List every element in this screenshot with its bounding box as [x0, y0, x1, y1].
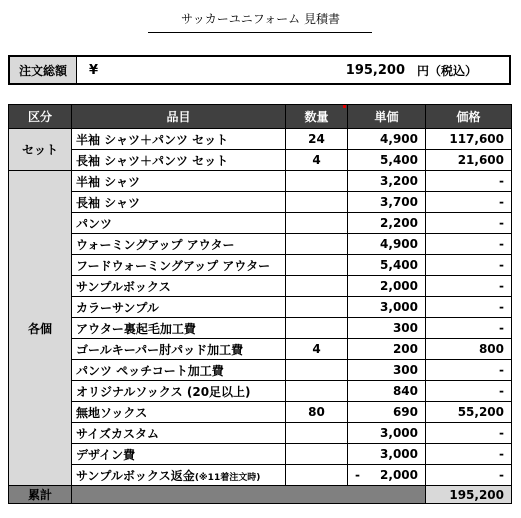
- header-unit-price: 単価: [348, 105, 426, 129]
- unit-price-cell: [348, 465, 426, 486]
- quantity-cell: [286, 234, 348, 255]
- unit-price-cell: 5,400: [348, 150, 426, 171]
- unit-price-cell: 4,900: [348, 129, 426, 150]
- grand-total-value: 195,200: [426, 486, 512, 504]
- grand-total-row: [9, 486, 512, 504]
- price-cell: -: [426, 423, 512, 444]
- header-item: 品目: [72, 105, 286, 129]
- item-cell: ウォーミングアップ アウター: [72, 234, 286, 255]
- quantity-cell: [286, 318, 348, 339]
- price-cell: -: [426, 255, 512, 276]
- price-cell: -: [426, 276, 512, 297]
- item-cell: 長袖 シャツ: [72, 192, 286, 213]
- table-row: [9, 444, 512, 465]
- table-row: [9, 234, 512, 255]
- unit-price-cell: 3,200: [348, 171, 426, 192]
- quantity-cell: [286, 192, 348, 213]
- grand-total-label: 累計: [9, 486, 72, 504]
- price-cell: -: [426, 192, 512, 213]
- item-cell: フードウォーミングアップ アウター: [72, 255, 286, 276]
- table-row: [9, 192, 512, 213]
- item-cell: パンツ ペッチコート加工費: [72, 360, 286, 381]
- item-cell: アウター裏起毛加工費: [72, 318, 286, 339]
- table-row: [9, 171, 512, 192]
- unit-price-cell: 3,000: [348, 297, 426, 318]
- quantity-cell: [286, 360, 348, 381]
- refund-item-note: (※11着注文時): [194, 472, 261, 483]
- quantity-cell: [286, 255, 348, 276]
- price-cell: -: [426, 381, 512, 402]
- price-cell: -: [426, 213, 512, 234]
- refund-unit-value: 2,000: [380, 468, 418, 482]
- item-cell: 半袖 シャツ: [72, 171, 286, 192]
- item-cell: デザイン費: [72, 444, 286, 465]
- order-total-amount: 195,200: [345, 62, 405, 78]
- header-price: 価格: [426, 105, 512, 129]
- item-cell: オリジナルソックス (20足以上): [72, 381, 286, 402]
- table-row: [9, 150, 512, 171]
- table-row: [9, 402, 512, 423]
- item-cell: サンプルボックス: [72, 276, 286, 297]
- quantity-cell: [286, 465, 348, 486]
- quantity-cell: [286, 381, 348, 402]
- price-cell: -: [426, 444, 512, 465]
- comment-marker: [343, 105, 346, 108]
- quantity-cell: [286, 276, 348, 297]
- header-quantity: 数量: [286, 105, 348, 129]
- item-cell: 半袖 シャツ＋パンツ セット: [72, 129, 286, 150]
- category-individual: 各個: [9, 171, 72, 486]
- currency-symbol: ¥: [89, 62, 99, 78]
- price-cell: -: [426, 465, 512, 486]
- order-total-suffix: 円（税込）: [417, 63, 478, 78]
- item-cell: カラーサンプル: [72, 297, 286, 318]
- estimate-table: [8, 104, 512, 504]
- price-cell: 21,600: [426, 150, 512, 171]
- price-cell: -: [426, 360, 512, 381]
- price-cell: -: [426, 318, 512, 339]
- price-cell: -: [426, 171, 512, 192]
- table-row: [9, 129, 512, 150]
- item-cell: 長袖 シャツ＋パンツ セット: [72, 150, 286, 171]
- page-title: サッカーユニフォーム 見積書: [181, 12, 340, 26]
- table-row: [9, 297, 512, 318]
- header-category: 区分: [9, 105, 72, 129]
- quantity-cell: [286, 213, 348, 234]
- table-row: [9, 339, 512, 360]
- table-row: [9, 465, 512, 486]
- unit-price-cell: 300: [348, 360, 426, 381]
- unit-price-cell: 3,000: [348, 423, 426, 444]
- unit-price-cell: 3,700: [348, 192, 426, 213]
- item-cell: 無地ソックス: [72, 402, 286, 423]
- unit-price-cell: 300: [348, 318, 426, 339]
- quantity-cell: 4: [286, 150, 348, 171]
- quantity-cell: 4: [286, 339, 348, 360]
- item-cell: サイズカスタム: [72, 423, 286, 444]
- quantity-cell: 24: [286, 129, 348, 150]
- title-underline: [148, 32, 372, 33]
- quantity-cell: [286, 171, 348, 192]
- unit-price-cell: 3,000: [348, 444, 426, 465]
- price-cell: 117,600: [426, 129, 512, 150]
- unit-price-cell: 2,000: [348, 276, 426, 297]
- price-cell: -: [426, 297, 512, 318]
- table-row: [9, 213, 512, 234]
- quantity-cell: 80: [286, 402, 348, 423]
- refund-item-label: サンプルボックス返金: [76, 468, 195, 483]
- price-cell: -: [426, 234, 512, 255]
- item-cell: パンツ: [72, 213, 286, 234]
- table-row: [9, 318, 512, 339]
- table-row: [9, 423, 512, 444]
- table-row: [9, 276, 512, 297]
- order-total-label: 注文総額: [10, 57, 77, 83]
- quantity-cell: [286, 297, 348, 318]
- quantity-cell: [286, 423, 348, 444]
- price-cell: 55,200: [426, 402, 512, 423]
- unit-price-cell: 4,900: [348, 234, 426, 255]
- unit-price-cell: 2,200: [348, 213, 426, 234]
- order-total-box: [8, 55, 511, 85]
- negative-sign: -: [355, 468, 360, 482]
- unit-price-cell: 5,400: [348, 255, 426, 276]
- unit-price-cell: 840: [348, 381, 426, 402]
- table-row: [9, 255, 512, 276]
- item-cell: [72, 465, 286, 486]
- grand-total-spacer: [72, 486, 426, 504]
- table-row: [9, 381, 512, 402]
- item-cell: ゴールキーパー肘パッド加工費: [72, 339, 286, 360]
- unit-price-cell: 690: [348, 402, 426, 423]
- table-row: [9, 360, 512, 381]
- quantity-cell: [286, 444, 348, 465]
- category-set: セット: [9, 129, 72, 171]
- unit-price-cell: 200: [348, 339, 426, 360]
- price-cell: 800: [426, 339, 512, 360]
- table-header-row: [9, 105, 512, 129]
